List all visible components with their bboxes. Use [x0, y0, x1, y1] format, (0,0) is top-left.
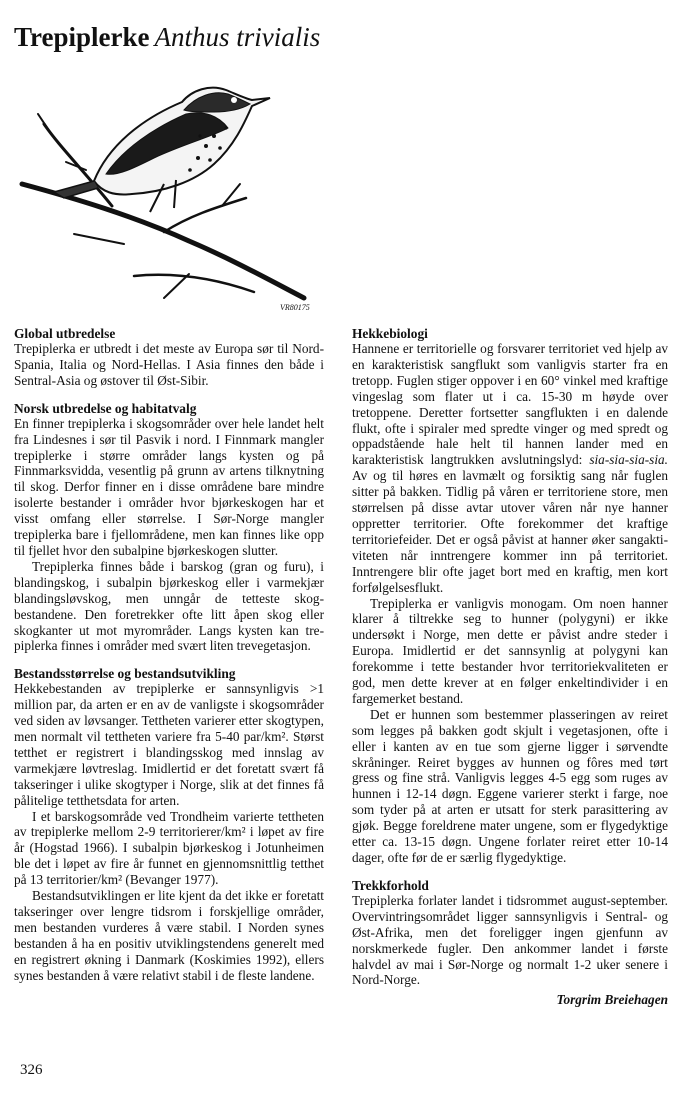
paragraph: Det er hunnen som bestemmer plasseringen av reiret som legges på bakken godt skjult i vegetasjonen, ofte i eller i kanten av en tue som gjerne ligger i sørvendte skråninger. Reiret bygges av hunnen og fôres med tørt gress og fine strå. Vanligvis legges 4-5 egg som ruges av hunnen i 12-14 døgn. Eggene varierer sterkt i farge, noe som tyder på at arten er utsatt for sterk parasittering av gjøk. Begge foreldrene mater ungene, som er flygedyktige etter ca. 13-15 døgn. Ungene forlater reiret etter 10-14 dager, ofte før de er særlig flygedyktige. [352, 706, 668, 865]
page-title [14, 20, 320, 54]
section-norsk [14, 401, 324, 655]
paragraph: I et barskogsområde ved Trondheim varierte tettheten av trepiplerke mellom 2-9 territorierer/km² i løpet av fire år (Hogstad 1966). I subalpin bjørkeskog i Jotunheimen ble det i løpet av fire år funnet en gjennomsnittlig tetthet på 13 territorier/km² (Bevanger 1977). [14, 808, 324, 888]
bird [54, 88, 270, 212]
paragraph-text: Hannene er territorielle og forsvarer territoriet ved hjelp av en karakteristisk sangflukt som vanligvis starter fra en tretopp. Fuglen stiger oppover i en 60° vinkel med kraftige vingeslag som flater ut i ca. 15-30 m høyde over tretoppene. Deretter fortsetter sangflukten i en dalende flukt, ofte i spiraler med spredte vinger og med spredt og oppadstående hale helt til hannen lander med en karakteristisk langtrukken avslutningslyd: [352, 341, 668, 468]
author-name: Torgrim Breiehagen [556, 992, 668, 1008]
paragraph: Trepiplerka er utbredt i det meste av Europa sør til Nord-Spania, Italia og Nord-Hellas. I Asia finnes den både i Sentral-Asia og østover til Øst-Sibir. [14, 341, 324, 388]
section-bestand [14, 666, 324, 983]
illustration-signature: VR80175 [280, 303, 310, 312]
paragraph-text: Av og til høres en lavmælt og forsiktig sang når fuglen sitter på bakken. Tidlig på våren er territoriene store, men størrelsen på disse avtar utover våren når nye hanner oppretter territorier. Ofte forekommer det kraftige territoriefeider. Det er også påvist at hanner øker sangaktiviteten når inntrengere kommer inn på territoriet. Inntrengere blir ofte jaget bort med en kraftig, men kort forfølgelsesflukt. [352, 468, 668, 595]
latin-name: Anthus trivialis [154, 22, 321, 52]
section-heading: Trekkforhold [352, 877, 429, 893]
paragraph: Trepiplerka er vanligvis monogam. Om noen hanner klarer å tiltrekke seg to hunner (polygyni) er ikke undersøkt i Norge, men dette er påvist andre steder i Europa. Imidlertid er det sannsynlig at polygyni kan forekomme i tette bestander hvor territoriekvaliteten er god, men dette krever at en følger enkeltindivider i en fargemerket bestand. [352, 595, 668, 706]
section-heading: Bestandsstørrelse og bestandsutvikling [14, 666, 236, 682]
paragraph: Trepiplerka forlater landet i tidsrommet august-september. Overvintringsområdet ligger sannsynligvis i Sentral- og Øst-Afrika, men det foreligger ingen gjenfunn av norskmerkede fugler. Den ankommer landet i første halvdel av mai i Sør-Norge og normalt 1-2 uker senere i Nord-Norge. [352, 892, 668, 988]
section-heading: Global utbredelse [14, 326, 116, 341]
page-number: 326 [20, 1062, 43, 1078]
section-global [14, 326, 324, 389]
section-heading: Norsk utbredelse og habitatvalg [14, 400, 197, 416]
paragraph: En finner trepiplerka i skogsområder over hele landet helt fra Lindesnes i sør til Pasvik i nord. I Finnmark mangler trepiplerke i større områder langs kysten og på Finnmarksvidda, vesentlig på grunn av artens tilknytning til skog. Derfor finner en i disse områdene bare mindre isolerte bestander i områder hvor bjørkeskogen har et visst omfang eller størrelse. I Sør-Norge mangler trepiplerka bare i fjellområdene, men kan finnes like opp til fjellet hvor den subalpine bjørkeskogen slutter. [14, 415, 324, 558]
paragraph: Hekkebestanden av trepiplerke er sannsynligvis >1 million par, da arten er en av de vanligste i skogsområder ved siden av løvsanger. Tettheten varierer etter skogtypen, men normalt vil tettheten variere fra 5-40 par/km². Størst tetthet er registrert i blandingsskog med innslag av varmekjære løvtreslag. Imidlertid er det foretatt svært få takseringer i ulike skogtyper i Norge, slik at det finnes få pålitelige tetthetsdata for arten. [14, 681, 324, 808]
section-heading: Hekkebiologi [352, 326, 428, 341]
right-column [352, 326, 668, 1020]
left-column [14, 326, 324, 996]
section-hekke [352, 326, 668, 866]
species-name: Trepiplerke [14, 22, 150, 52]
section-trekk [352, 878, 668, 1008]
paragraph [352, 341, 668, 596]
bird-illustration [14, 66, 314, 320]
paragraph: Bestandsutviklingen er lite kjent da det ikke er foretatt takseringer over lengre tidsrom i forskjellige områder, men bestanden vurderes å være stabil. I Norden synes bestanden å ha en positiv utviklingstendens generelt med en registrert økning i Danmark (Koskimies 1992), ellers synes bestanden å være relativt stabil i de fleste landene. [14, 888, 324, 983]
song-notation: sia-sia-sia-sia. [589, 452, 668, 468]
paragraph: Trepiplerka finnes både i barskog (gran og furu), i blandingskog, i subalpin bjørkeskog eller i varmekjær blandingsløvskog, men unngår de tetteste skogbestandene. Den foretrekker ofte litt åpen skog eller skogkanter ut mot myrområder. Langs kysten kan trepiplerka finnes i områder med svært liten trevegetasjon. [14, 558, 324, 654]
